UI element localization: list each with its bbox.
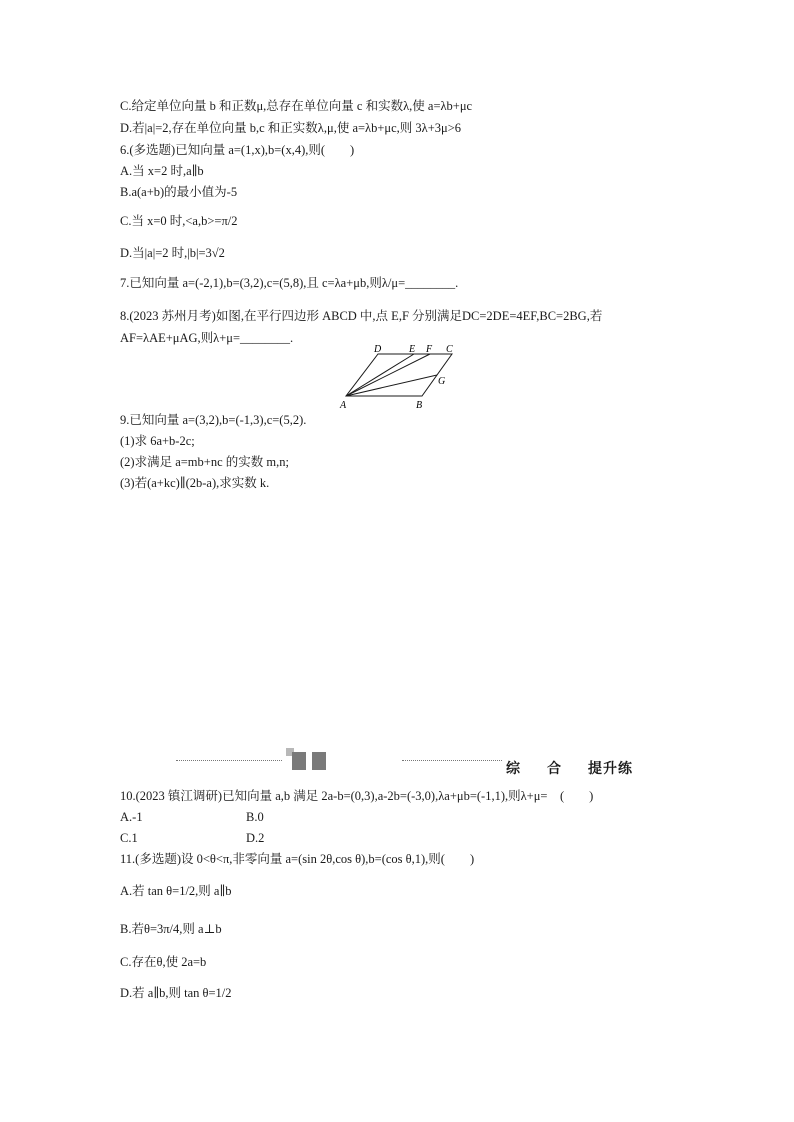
- question-8-line-1: 8.(2023 苏州月考)如图,在平行四边形 ABCD 中,点 E,F 分别满足DC=2DE=4EF,BC=2BG,若: [120, 309, 603, 323]
- question-7: 7.已知向量 a=(-2,1),b=(3,2),c=(5,8),且 c=λa+μb,则λ/μ=________.: [120, 276, 459, 290]
- section-divider-right: [402, 760, 502, 761]
- question-10-option-a: A.-1: [120, 810, 143, 824]
- label-f: F: [426, 344, 433, 355]
- label-g: G: [438, 376, 446, 387]
- question-11: 11.(多选题)设 0<θ<π,非零向量 a=(sin 2θ,cos θ),b=(cos θ,1),则( ): [120, 852, 475, 866]
- question-11-option-c: C.存在θ,使 2a=b: [120, 955, 207, 969]
- label-a: A: [340, 400, 347, 411]
- question-9: 9.已知向量 a=(3,2),b=(-1,3),c=(5,2).: [120, 413, 307, 427]
- question-8-line-2: AF=λAE+μAG,则λ+μ=________.: [120, 331, 294, 345]
- section-title-word-3: 提升练: [588, 761, 633, 777]
- question-9-part-1: (1)求 6a+b-2c;: [120, 434, 195, 448]
- section-divider-left: [176, 760, 282, 761]
- question-10: 10.(2023 镇江调研)已知向量 a,b 满足 2a-b=(0,3),a-2b=(-3,0),λa+μb=(-1,1),则λ+μ= ( ): [120, 789, 594, 803]
- question-9-part-2: (2)求满足 a=mb+nc 的实数 m,n;: [120, 455, 289, 469]
- question-6-option-b: B.a(a+b)的最小值为-5: [120, 185, 238, 199]
- section-marker-block-1: [292, 752, 306, 770]
- section-title-word-2: 合: [547, 761, 562, 777]
- option-c-text: C.给定单位向量 b 和正数μ,总存在单位向量 c 和实数λ,使 a=λb+μc: [120, 99, 473, 113]
- section-title: [506, 758, 659, 778]
- question-6-option-d: D.当|a|=2 时,|b|=3√2: [120, 246, 225, 260]
- question-10-option-c: C.1: [120, 831, 138, 845]
- label-e: E: [409, 344, 416, 355]
- question-10-option-b: B.0: [246, 810, 264, 824]
- question-11-option-d: D.若 a∥b,则 tan θ=1/2: [120, 986, 232, 1000]
- question-11-option-b: B.若θ=3π/4,则 a⊥b: [120, 922, 222, 936]
- label-b: B: [416, 400, 423, 411]
- option-d-text: D.若|a|=2,存在单位向量 b,c 和正实数λ,μ,使 a=λb+μc,则 3λ+3μ>6: [120, 121, 462, 135]
- label-d: D: [374, 344, 382, 355]
- question-10-option-d: D.2: [246, 831, 265, 845]
- question-6: 6.(多选题)已知向量 a=(1,x),b=(x,4),则( ): [120, 143, 355, 157]
- section-marker-block-2: [312, 752, 326, 770]
- section-title-word-1: 综: [506, 761, 521, 777]
- question-6-option-c: C.当 x=0 时,<a,b>=π/2: [120, 214, 238, 228]
- label-c: C: [446, 344, 453, 355]
- parallelogram-figure: [338, 344, 468, 412]
- question-6-option-a: A.当 x=2 时,a∥b: [120, 164, 204, 178]
- question-11-option-a: A.若 tan θ=1/2,则 a∥b: [120, 884, 232, 898]
- question-9-part-3: (3)若(a+kc)∥(2b-a),求实数 k.: [120, 476, 270, 490]
